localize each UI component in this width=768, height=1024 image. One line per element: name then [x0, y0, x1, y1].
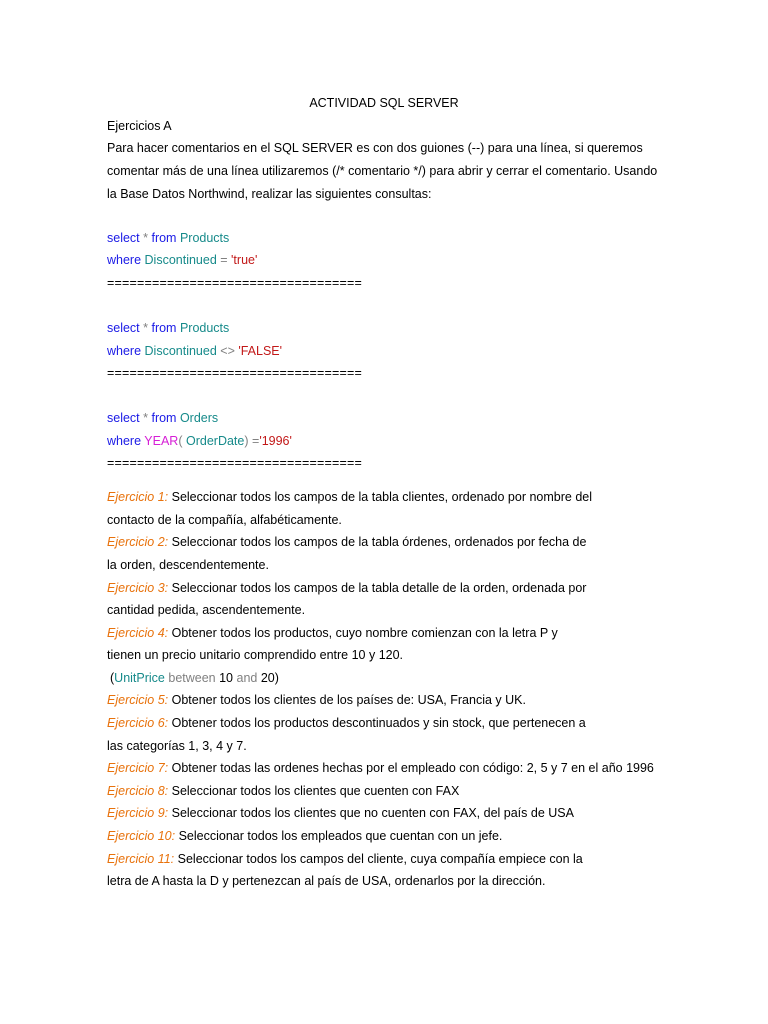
sql-operator: *	[139, 411, 152, 425]
sql-identifier: Discontinued	[141, 344, 217, 358]
sql-string: 'true'	[231, 253, 258, 267]
exercise-4-hint	[110, 669, 279, 687]
intro-line-3: la Base Datos Northwind, realizar las siguientes consultas:	[107, 187, 432, 201]
query-3-where-line	[107, 432, 292, 450]
exercise-text: Seleccionar todos los empleados que cuentan con un jefe.	[175, 829, 503, 843]
sql-string: 'FALSE'	[238, 344, 283, 358]
exercise-text: Seleccionar todos los campos de la tabla detalle de la orden, ordenada por	[168, 581, 587, 595]
query-2-select-line	[107, 319, 229, 337]
intro-line-1: Para hacer comentarios en el SQL SERVER es con dos guiones (--) para una línea, si queremos	[107, 141, 643, 155]
exercise-10-line-1	[107, 827, 502, 845]
intro-line-2: comentar más de una línea utilizaremos (/* comentario */) para abrir y cerrar el comentario. Usando	[107, 164, 658, 178]
separator: ==================================	[107, 366, 362, 380]
separator: ==================================	[107, 276, 362, 290]
exercise-6-line-2: las categorías 1, 3, 4 y 7.	[107, 739, 247, 753]
sql-operator: )	[244, 434, 249, 448]
exercise-label: Ejercicio 8:	[107, 784, 169, 798]
exercise-1-line-1	[107, 488, 592, 506]
exercise-label: Ejercicio 5:	[107, 693, 169, 707]
exercise-label: Ejercicio 7:	[107, 761, 169, 775]
exercise-2-line-2: la orden, descendentemente.	[107, 558, 269, 572]
sql-keyword: select	[107, 321, 140, 335]
exercise-label: Ejercicio 2:	[107, 535, 169, 549]
sql-operator: =	[216, 253, 232, 267]
exercise-text: Obtener todos los productos, cuyo nombre comienzan con la letra P y	[168, 626, 558, 640]
exercise-2-line-1	[107, 533, 586, 551]
exercise-label: Ejercicio 6:	[107, 716, 169, 730]
sql-operator: and	[233, 671, 261, 685]
query-2-where-line	[107, 342, 282, 360]
sql-keyword: from	[151, 321, 177, 335]
sql-function: YEAR	[141, 434, 179, 448]
sql-operator: (	[178, 434, 183, 448]
query-1-select-line	[107, 229, 229, 247]
sql-keyword: where	[107, 434, 142, 448]
exercise-label: Ejercicio 9:	[107, 806, 169, 820]
query-1-where-line	[107, 251, 257, 269]
sql-operator: <>	[216, 344, 239, 358]
sql-identifier: Products	[176, 231, 230, 245]
hint-paren: (	[110, 671, 115, 685]
sql-identifier: Orders	[176, 411, 219, 425]
sql-keyword: from	[151, 411, 177, 425]
exercise-5-line-1	[107, 691, 526, 709]
separator: ==================================	[107, 456, 362, 470]
sql-keyword: from	[151, 231, 177, 245]
sql-keyword: select	[107, 231, 140, 245]
sql-string: '1996'	[259, 434, 292, 448]
sql-identifier: Discontinued	[141, 253, 217, 267]
sql-operator: between	[164, 671, 220, 685]
hint-number: 20	[260, 671, 275, 685]
sql-identifier: UnitPrice	[114, 671, 165, 685]
exercise-label: Ejercicio 1:	[107, 490, 169, 504]
exercise-4-line-1	[107, 624, 558, 642]
sql-keyword: select	[107, 411, 140, 425]
exercise-4-line-2: tienen un precio unitario comprendido entre 10 y 120.	[107, 648, 404, 662]
hint-paren: )	[274, 671, 279, 685]
hint-number: 10	[219, 671, 234, 685]
exercise-label: Ejercicio 4:	[107, 626, 169, 640]
exercise-8-line-1	[107, 782, 459, 800]
sql-operator: *	[139, 321, 152, 335]
exercise-11-line-2: letra de A hasta la D y pertenezcan al país de USA, ordenarlos por la dirección.	[107, 874, 546, 888]
sql-identifier: Products	[176, 321, 230, 335]
sql-keyword: where	[107, 344, 142, 358]
exercise-label: Ejercicio 10:	[107, 829, 176, 843]
exercise-label: Ejercicio 3:	[107, 581, 169, 595]
exercise-3-line-2: cantidad pedida, ascendentemente.	[107, 603, 306, 617]
sql-identifier: OrderDate	[182, 434, 245, 448]
exercise-9-line-1	[107, 804, 574, 822]
exercise-text: Seleccionar todos los campos de la tabla órdenes, ordenados por fecha de	[168, 535, 587, 549]
exercise-11-line-1	[107, 850, 583, 868]
section-heading: Ejercicios A	[107, 119, 172, 133]
sql-operator: *	[139, 231, 152, 245]
exercise-text: Seleccionar todos los campos del cliente, cuya compañía empiece con la	[174, 852, 583, 866]
exercise-text: Seleccionar todos los clientes que cuenten con FAX	[168, 784, 460, 798]
document-title: ACTIVIDAD SQL SERVER	[309, 96, 459, 110]
exercise-text: Obtener todas las ordenes hechas por el empleado con código: 2, 5 y 7 en el año 1996	[168, 761, 654, 775]
exercise-6-line-1	[107, 714, 586, 732]
exercise-text: Obtener todos los clientes de los países de: USA, Francia y UK.	[168, 693, 526, 707]
query-3-select-line	[107, 409, 218, 427]
sql-keyword: where	[107, 253, 142, 267]
exercise-text: Seleccionar todos los clientes que no cuenten con FAX, del país de USA	[168, 806, 574, 820]
exercise-1-line-2: contacto de la compañía, alfabéticamente.	[107, 513, 342, 527]
exercise-label: Ejercicio 11:	[107, 852, 175, 866]
exercise-3-line-1	[107, 579, 586, 597]
exercise-7-line-1	[107, 759, 654, 777]
exercise-text: Obtener todos los productos descontinuados y sin stock, que pertenecen a	[168, 716, 586, 730]
exercise-text: Seleccionar todos los campos de la tabla clientes, ordenado por nombre del	[168, 490, 593, 504]
sql-operator: =	[248, 434, 260, 448]
